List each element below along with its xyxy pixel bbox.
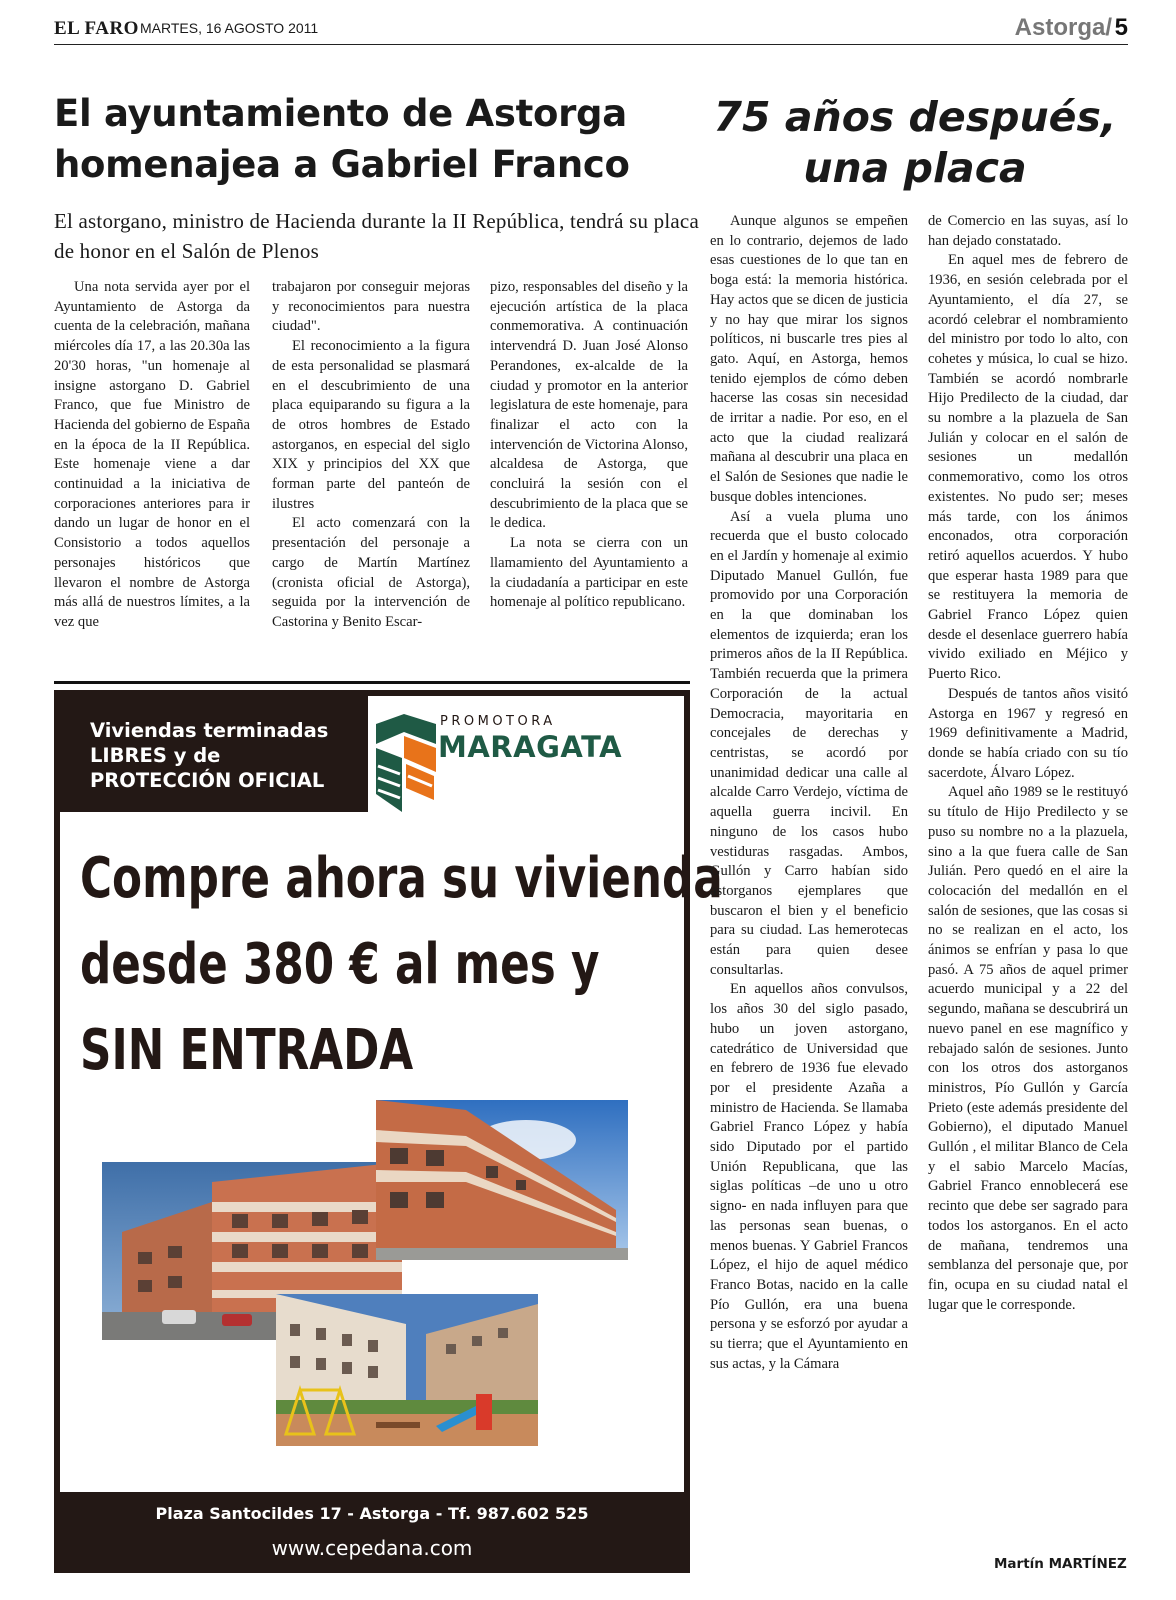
paragraph: El reconocimiento a la figura de esta personalidad se plasmará en el descubrimiento de una placa equiparando su figura a la de otros hombres de Estado astorganos, en especial del siglo XIX y principios del XX que forman parte del panteón de ilustres <box>272 338 470 512</box>
article1-subhead: El astorgano, ministro de Hacienda durante la II República, tendrá su placa de honor en el Salón de Plenos <box>54 209 699 263</box>
ad-headline <box>80 836 723 1094</box>
page-number: 5 <box>1114 14 1128 41</box>
paragraph: Una nota servida ayer por el Ayuntamiento de Astorga da cuenta de la celebración, mañana miércoles día 17, a las 20.30a las 20'30 horas, "un homenaje al insigne astorgano D. Gabriel Franco, que fue Ministro de Hacienda del gobierno de España en la época de la II República. Este homenaje viene a dar continuidad a la iniciativa de corporaciones anteriores para ir dando un lugar de honor en el Consistorio a todos aquellos personajes históricos que llevaron el nombre de Astorga más allá de nuestros límites, a la vez que <box>54 279 250 630</box>
ad-tagline: Viviendas terminadas LIBRES y de PROTECCIÓN OFICIAL <box>90 719 329 792</box>
advertisement <box>54 690 723 1573</box>
paragraph: En aquel mes de febrero de 1936, en sesión celebrada por el Ayuntamiento, el día 27, se acordó celebrar el nombramiento del ministro por todo lo alto, con cohetes y música, lo cual se hizo. También se acordó nombrarle Hijo Predilecto de la ciudad, dar su nombre a la plazuela de San Julián y colocar en el salón de sesiones un medallón conmemorativo, como los otros existentes. No pudo ser; meses más tarde, con los ánimos enconados, otra corporación retiró aquellos acuerdos. Y hubo que esperar hasta 1989 para que se restituyera la memoria de Gabriel Franco López quien desde el desenlace guerrero había vivido exiliado en Méjico y Puerto Rico. <box>928 252 1128 683</box>
promotora-logo-icon <box>374 714 438 812</box>
article1-headline <box>54 88 694 190</box>
paper-name: EL FARO <box>54 18 139 39</box>
ad-headline-line1: Compre ahora su vivienda <box>80 846 723 911</box>
ad-brand-name: MARAGATA <box>438 730 623 764</box>
paragraph: pizo, responsables del diseño y la ejecución artística de la placa conmemorativa. A continuación intervendrá D. Juan José Alonso Perandones, ex-alcalde de la ciudad y promotor en la anterior legislatura de este homenaje, para finalizar el acto con la intervención de Victorina Alonso, alcaldesa de Astorga, que concluirá la sesión con el descubrimiento de la placa que se le dedica. <box>490 279 688 532</box>
article1-headline-line1: El ayuntamiento de Astorga <box>54 92 627 135</box>
article2-col2 <box>928 212 1128 1536</box>
paragraph: Aunque algunos se empeñen en lo contrario, dejemos de lado esas cuestiones de lo que tan en boga está: la memoria histórica. Hay actos que se dicen de justicia y no hay que mirar los signos políticos, ni buscarle tres pies al gato. Aquí, en Astorga, hemos tenido ejemplos de cómo deben hacerse las cosas sin necesidad de irritar a nadie. Por eso, en el acto que la ciudad realizará mañana al descubrir una placa en el Salón de Sesiones que nadie le busque dobles intenciones. <box>710 213 908 505</box>
issue-date: MARTES, 16 AGOSTO 2011 <box>140 20 319 36</box>
paragraph: Después de tantos años visitó Astorga en 1967 y regresó en 1969 definitivamente a Madrid, donde se había criado con su tío sacerdote, Álvaro López. <box>928 685 1128 781</box>
ad-brand-small: PROMOTORA <box>440 714 556 729</box>
article1-col2 <box>272 278 470 656</box>
ad-headline-line2: desde 380 € al mes y <box>80 932 600 997</box>
paragraph: de Comercio en las suyas, así lo han dejado constatado. <box>928 213 1128 249</box>
ad-website-link[interactable]: www.cepedana.com <box>271 1536 473 1560</box>
ad-tagline-box <box>60 696 368 812</box>
article2-headline-line1: 75 años después, <box>713 93 1117 141</box>
paragraph: Aquel año 1989 se le restituyó su título de Hijo Predilecto y se puso su nombre no a la plazuela, sino a la que fuera calle de San Julián. Pero quedó en el aire la colocación del medallón en el salón de sesiones, que las cosas si no se realizan en el acto, los ánimos se enfrían y pasa lo que pasó. A 75 años de aquel primer acuerdo municipal y a 22 del segundo, mañana se descubrirá un nuevo panel en ese magnífico y rebajado salón de sesiones. Junto con los otros dos astorganos ministros, Pío Gullón y García Prieto (este además presidente del Gobierno), el diputado Manuel Gullón , el militar Blanco de Cela y el sabio Marcelo Macías, Gabriel Franco ennoblecerá ese recinto que debe ser sagrado para todos los astorganos. En el acto de mañana, tendremos una semblanza del personaje que, por fin, ocupa en su ciudad natal el lugar que le corresponde. <box>928 784 1128 1313</box>
ad-headline-line3: SIN ENTRADA <box>80 1018 414 1083</box>
article2-headline <box>700 92 1130 194</box>
building-photo-right <box>376 1100 628 1260</box>
section-divider <box>54 681 690 684</box>
ad-panel <box>60 696 723 1492</box>
paragraph: trabajaron por conseguir mejoras y reconocimientos para nuestra ciudad". <box>272 279 470 335</box>
article2-headline-line2: una placa <box>803 144 1027 192</box>
article1-headline-line2: homenajea a Gabriel Franco <box>54 143 630 186</box>
byline: Martín MARTÍNEZ <box>994 1556 1127 1572</box>
article2-col1 <box>710 212 908 1576</box>
playground-photo <box>276 1294 538 1446</box>
section-name: Astorga/ <box>1014 14 1112 41</box>
ad-address: Plaza Santocildes 17 - Astorga - Tf. 987.602 525 <box>155 1504 589 1523</box>
paragraph: Así a vuela pluma uno recuerda que el busto colocado en el Jardín y homenaje al eximio Diputado Manuel Gullón, fue promovido por una Corporación en la que dominaban los elementos de izquierda; eran los primeros años de la II República. También recuerda que la primera Corporación de la actual Democracia, mayoritaria en concejales de derechas y centristas, se acordó por unanimidad dedicar una calle al alcalde Carro Verdejo, víctima de aquella guerra incivil. En ninguno de los casos hubo vestiduras rasgadas. Ambos, Gullón y Carro habían sido astorganos ejemplares que buscaron el bien y el beneficio para su ciudad. Las hemerotecas están para quien desee consultarlas. <box>710 508 908 978</box>
paragraph: La nota se cierra con un llamamiento del Ayuntamiento a la ciudadanía a participar en este homenaje al político republicano. <box>490 535 688 611</box>
paragraph: El acto comenzará con la presentación del personaje a cargo de Martín Martínez (cronista oficial de Astorga), seguida por la intervención de Castorina y Benito Escar- <box>272 515 470 630</box>
masthead <box>54 16 1128 45</box>
article1-col1 <box>54 278 250 656</box>
paragraph: En aquellos años convulsos, los años 30 del siglo pasado, hubo un joven astorgano, catedrático de Universidad que en febrero de 1936 fue elevado por el presidente Azaña a ministro de Hacienda. Se llamaba Gabriel Franco López y había sido Diputado por el partido Unión Republicana, que las siglas políticas –de uno u otro signo- en nada influyen para que las personas sean buenas, o menos buenas. Y Gabriel Francos López, el hijo de aquel médico Franco Botas, nacido en la calle Pío Gullón, era una buena persona y se esforzó por ayudar a su tierra; que el Ayuntamiento en sus actas, y la Cámara <box>710 981 908 1372</box>
article1-col3 <box>490 278 688 656</box>
